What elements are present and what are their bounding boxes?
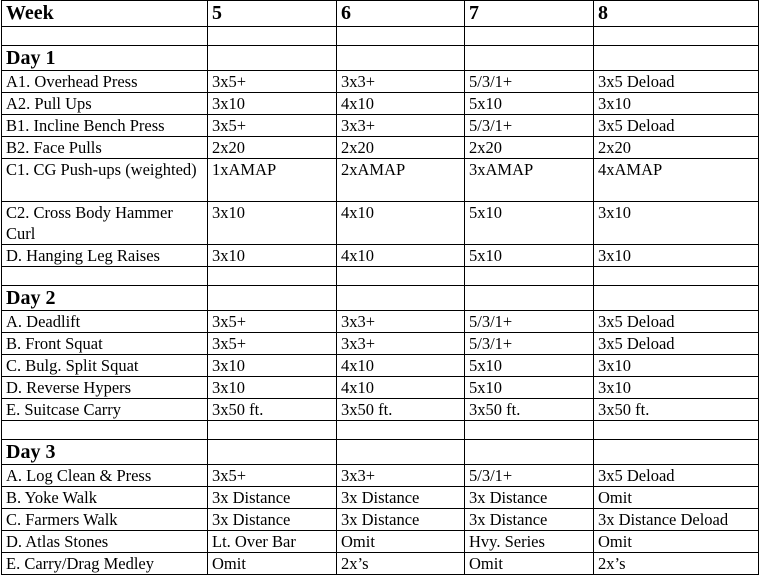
week-7-value: 5x10 [465, 355, 594, 377]
exercise-row [2, 487, 759, 509]
week-7-value: Hvy. Series [465, 531, 594, 553]
exercise-name: B1. Incline Bench Press [2, 115, 208, 137]
empty-cell [208, 267, 337, 286]
day-title-row [2, 286, 759, 311]
exercise-name: C2. Cross Body Hammer Curl [2, 202, 208, 245]
week-7-value: 5x10 [465, 93, 594, 115]
week-7-value: 3x Distance [465, 487, 594, 509]
week-5-value: 3x5+ [208, 333, 337, 355]
week-5-value: 3x5+ [208, 71, 337, 93]
exercise-row [2, 333, 759, 355]
week-7-value: 3x Distance [465, 509, 594, 531]
exercise-row [2, 553, 759, 575]
empty-cell [208, 286, 337, 311]
week-7-value: 3xAMAP [465, 159, 594, 202]
week-6-value: 4x10 [337, 93, 465, 115]
week-7-value: 5/3/1+ [465, 71, 594, 93]
week-8-value: 3x5 Deload [594, 333, 759, 355]
empty-cell [337, 46, 465, 71]
week-6-value: 4x10 [337, 202, 465, 245]
week-8-value: 3x10 [594, 245, 759, 267]
week-6-value: 3x3+ [337, 333, 465, 355]
empty-cell [337, 421, 465, 440]
empty-cell [594, 267, 759, 286]
week-6-value: 3x50 ft. [337, 399, 465, 421]
week-5-value: 3x Distance [208, 509, 337, 531]
week-6-value: 3x3+ [337, 71, 465, 93]
day-title-row [2, 440, 759, 465]
exercise-name: B. Yoke Walk [2, 487, 208, 509]
day-title: Day 3 [2, 440, 208, 465]
empty-cell [594, 27, 759, 46]
week-5-value: 2x20 [208, 137, 337, 159]
exercise-name: A2. Pull Ups [2, 93, 208, 115]
empty-cell [465, 46, 594, 71]
week-7-value: 5x10 [465, 202, 594, 245]
week-8-value: 3x5 Deload [594, 465, 759, 487]
exercise-name: C. Farmers Walk [2, 509, 208, 531]
exercise-row [2, 531, 759, 553]
header-week: Week [2, 1, 208, 27]
week-8-value: Omit [594, 487, 759, 509]
week-8-value: 3x10 [594, 202, 759, 245]
week-7-value: 2x20 [465, 137, 594, 159]
empty-cell [337, 267, 465, 286]
exercise-name: E. Suitcase Carry [2, 399, 208, 421]
week-7-value: 5/3/1+ [465, 115, 594, 137]
week-7-value: 3x50 ft. [465, 399, 594, 421]
week-6-value: 2x’s [337, 553, 465, 575]
program-table [1, 0, 759, 575]
empty-cell [208, 46, 337, 71]
day-title: Day 1 [2, 46, 208, 71]
empty-cell [594, 421, 759, 440]
program-table-body [2, 1, 759, 575]
exercise-row [2, 377, 759, 399]
week-6-value: 3x3+ [337, 311, 465, 333]
exercise-name: E. Carry/Drag Medley [2, 553, 208, 575]
spacer-row [2, 421, 759, 440]
empty-cell [2, 421, 208, 440]
week-5-value: 3x50 ft. [208, 399, 337, 421]
exercise-name: C. Bulg. Split Squat [2, 355, 208, 377]
week-7-value: 5/3/1+ [465, 311, 594, 333]
header-week-6: 6 [337, 1, 465, 27]
week-6-value: 3x Distance [337, 487, 465, 509]
week-6-value: 2xAMAP [337, 159, 465, 202]
week-5-value: 3x10 [208, 93, 337, 115]
week-6-value: 3x Distance [337, 509, 465, 531]
exercise-row [2, 159, 759, 202]
week-8-value: 3x5 Deload [594, 71, 759, 93]
week-8-value: 4xAMAP [594, 159, 759, 202]
empty-cell [465, 267, 594, 286]
exercise-name: B. Front Squat [2, 333, 208, 355]
week-5-value: Lt. Over Bar [208, 531, 337, 553]
empty-cell [465, 421, 594, 440]
exercise-row [2, 115, 759, 137]
empty-cell [594, 46, 759, 71]
empty-cell [337, 440, 465, 465]
exercise-name: D. Reverse Hypers [2, 377, 208, 399]
empty-cell [208, 440, 337, 465]
exercise-row [2, 245, 759, 267]
empty-cell [465, 286, 594, 311]
week-5-value: 3x10 [208, 355, 337, 377]
empty-cell [337, 286, 465, 311]
week-8-value: 3x50 ft. [594, 399, 759, 421]
exercise-name: A1. Overhead Press [2, 71, 208, 93]
exercise-name: A. Log Clean & Press [2, 465, 208, 487]
exercise-row [2, 71, 759, 93]
exercise-row [2, 137, 759, 159]
week-7-value: 5/3/1+ [465, 333, 594, 355]
empty-cell [465, 440, 594, 465]
spacer-row [2, 27, 759, 46]
week-5-value: 3x5+ [208, 311, 337, 333]
empty-cell [594, 286, 759, 311]
week-6-value: 4x10 [337, 245, 465, 267]
exercise-row [2, 311, 759, 333]
empty-cell [2, 27, 208, 46]
exercise-row [2, 202, 759, 245]
exercise-row [2, 399, 759, 421]
week-7-value: Omit [465, 553, 594, 575]
week-5-value: 3x10 [208, 202, 337, 245]
week-5-value: 1xAMAP [208, 159, 337, 202]
empty-cell [337, 27, 465, 46]
day-title-row [2, 46, 759, 71]
header-week-7: 7 [465, 1, 594, 27]
empty-cell [594, 440, 759, 465]
exercise-name: D. Atlas Stones [2, 531, 208, 553]
week-6-value: 3x3+ [337, 115, 465, 137]
week-5-value: 3x5+ [208, 115, 337, 137]
week-8-value: 3x10 [594, 355, 759, 377]
week-8-value: 3x10 [594, 377, 759, 399]
week-8-value: 2x’s [594, 553, 759, 575]
week-8-value: 3x5 Deload [594, 311, 759, 333]
empty-cell [208, 27, 337, 46]
exercise-row [2, 93, 759, 115]
week-5-value: 3x Distance [208, 487, 337, 509]
week-6-value: 3x3+ [337, 465, 465, 487]
week-6-value: 4x10 [337, 377, 465, 399]
exercise-row [2, 465, 759, 487]
week-8-value: 2x20 [594, 137, 759, 159]
week-7-value: 5/3/1+ [465, 465, 594, 487]
week-6-value: 2x20 [337, 137, 465, 159]
week-8-value: 3x10 [594, 93, 759, 115]
week-5-value: 3x10 [208, 245, 337, 267]
spacer-row [2, 267, 759, 286]
week-8-value: 3x Distance Deload [594, 509, 759, 531]
header-row [2, 1, 759, 27]
week-5-value: 3x5+ [208, 465, 337, 487]
week-7-value: 5x10 [465, 245, 594, 267]
week-6-value: 4x10 [337, 355, 465, 377]
week-5-value: Omit [208, 553, 337, 575]
exercise-name: D. Hanging Leg Raises [2, 245, 208, 267]
day-title: Day 2 [2, 286, 208, 311]
exercise-name: A. Deadlift [2, 311, 208, 333]
empty-cell [465, 27, 594, 46]
week-8-value: 3x5 Deload [594, 115, 759, 137]
exercise-name: B2. Face Pulls [2, 137, 208, 159]
week-8-value: Omit [594, 531, 759, 553]
empty-cell [2, 267, 208, 286]
week-7-value: 5x10 [465, 377, 594, 399]
exercise-row [2, 509, 759, 531]
header-week-8: 8 [594, 1, 759, 27]
header-week-5: 5 [208, 1, 337, 27]
exercise-name: C1. CG Push-ups (weighted) [2, 159, 208, 202]
exercise-row [2, 355, 759, 377]
empty-cell [208, 421, 337, 440]
week-6-value: Omit [337, 531, 465, 553]
week-5-value: 3x10 [208, 377, 337, 399]
